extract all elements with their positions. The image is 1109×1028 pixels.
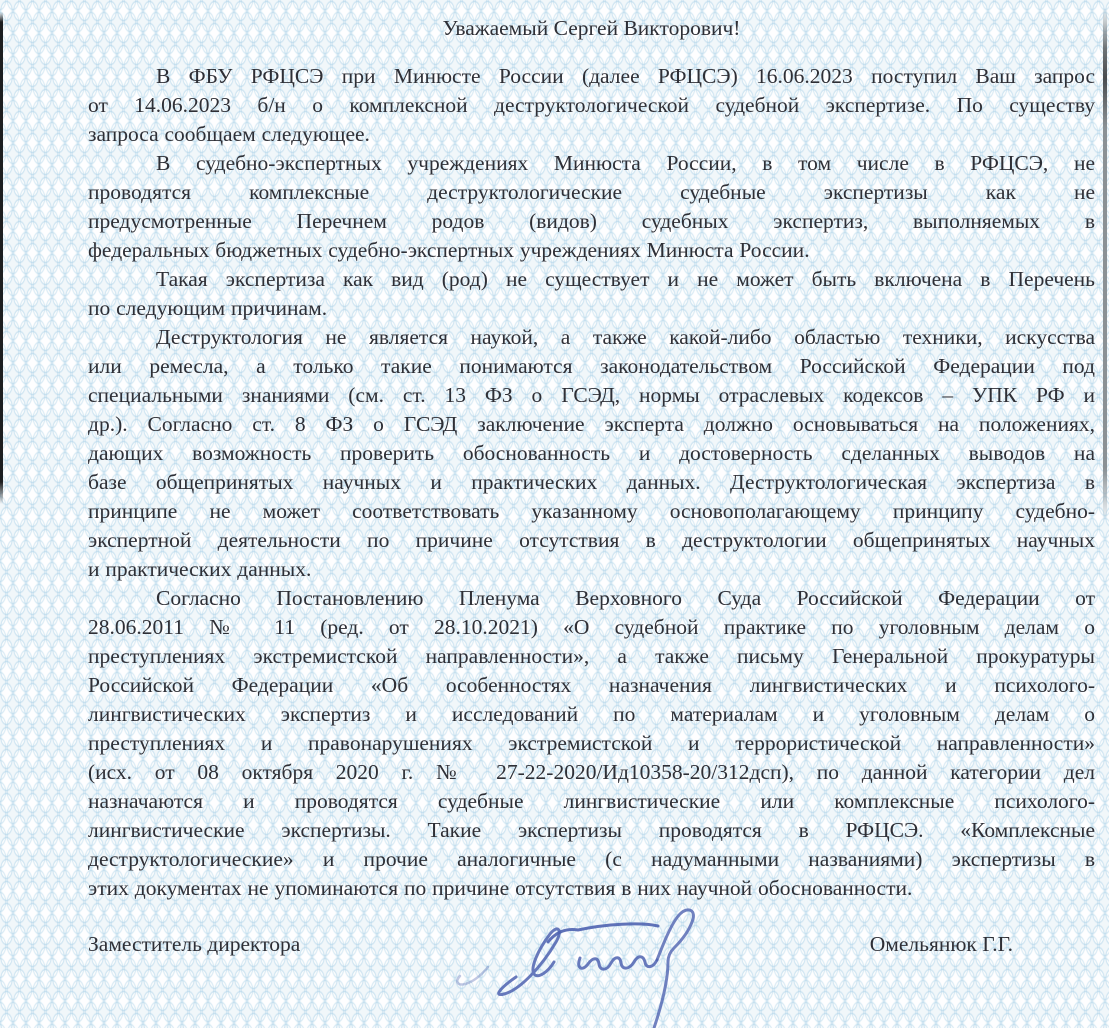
paragraph-line: принципе не может соответствовать указанному основополагающему принципу судебно- xyxy=(88,499,1095,523)
paragraph-line: федеральных бюджетных судебно-экспертных учреждениях Минюста России. xyxy=(88,238,810,262)
paragraph-line: или ремесла, а только такие понимаются законодательством Российской Федерации под xyxy=(88,354,1095,378)
paragraph xyxy=(88,265,1095,323)
paragraph-line: 28.06.2011 № 11 (ред. от 28.10.2021) «О судебной практике по уголовным делам о xyxy=(88,615,1095,639)
paragraph-line: базе общепринятых научных и практических данных. Деструктологическая экспертиза в xyxy=(88,470,1095,494)
paragraph-line: преступлениях экстремистской направленности», а также письму Генеральной прокуратуры xyxy=(88,644,1095,668)
paragraph-line: Такая экспертиза как вид (род) не существует и не может быть включена в Перечень xyxy=(156,267,1095,291)
paragraph xyxy=(88,584,1095,903)
paragraph-line: назначаются и проводятся судебные лингвистические или комплексные психолого- xyxy=(88,789,1095,813)
paragraph-line: (исх. от 08 октября 2020 г. № 27-22-2020/Ид10358-20/312дсп), по данной категории дел xyxy=(88,760,1095,784)
paragraph-line: лингвистические экспертизы. Такие экспертизы проводятся в РФЦСЭ. «Комплексные xyxy=(88,818,1095,842)
paragraph-line: экспертной деятельности по причине отсутствия в деструктологии общепринятых научных xyxy=(88,528,1095,552)
paragraph-line: от 14.06.2023 б/н о комплексной деструктологической судебной экспертизе. По существу xyxy=(88,93,1095,117)
paragraph-line: преступлениях и правонарушениях экстремистской и террористической направленности» xyxy=(88,731,1095,755)
letter-body xyxy=(88,62,1095,903)
paragraph-line: лингвистических экспертиз и исследований по материалам и уголовным делам о xyxy=(88,702,1095,726)
scan-edge-left xyxy=(0,12,3,504)
paragraph-line: Согласно Постановлению Пленума Верховного Суда Российской Федерации от xyxy=(156,586,1095,610)
signatory-name: Омельянюк Г.Г. xyxy=(869,932,1013,956)
paragraph-line: по следующим причинам. xyxy=(88,296,328,320)
paragraph-line: предусмотренные Перечнем родов (видов) судебных экспертиз, выполняемых в xyxy=(88,209,1095,233)
signature-block xyxy=(88,930,1095,959)
paragraph-line: дающих возможность проверить обоснованность и достоверность сделанных выводов на xyxy=(88,441,1095,465)
paragraph-line: В судебно-экспертных учреждениях Минюста России, в том числе в РФЦСЭ, не xyxy=(156,151,1095,175)
paragraph-line: Российской Федерации «Об особенностях назначения лингвистических и психолого- xyxy=(88,673,1095,697)
letter-content xyxy=(88,14,1095,959)
paragraph-line: и практических данных. xyxy=(88,557,312,581)
paragraph xyxy=(88,149,1095,265)
scan-edge-right xyxy=(1103,8,1107,520)
signatory-role: Заместитель директора xyxy=(88,932,301,956)
paragraph xyxy=(88,62,1095,149)
paragraph-line: этих документах не упоминаются по причине отсутствия в них научной обоснованности. xyxy=(88,876,913,900)
paragraph-line: Деструктология не является наукой, а также какой-либо областью техники, искусства xyxy=(156,325,1095,349)
paragraph-line: деструктологические» и прочие аналогичные (с надуманными названиями) экспертизы в xyxy=(88,847,1095,871)
paragraph-line: В ФБУ РФЦСЭ при Минюсте России (далее РФЦСЭ) 16.06.2023 поступил Ваш запрос xyxy=(156,64,1095,88)
paragraph-line: др.). Согласно ст. 8 ФЗ о ГСЭД заключение эксперта должно основываться на положениях, xyxy=(88,412,1095,436)
paragraph-line: запроса сообщаем следующее. xyxy=(88,122,370,146)
paragraph xyxy=(88,323,1095,584)
salutation: Уважаемый Сергей Викторович! xyxy=(442,16,741,40)
paragraph-line: специальными знаниями (см. ст. 13 ФЗ о ГСЭД, нормы отраслевых кодексов – УПК РФ и xyxy=(88,383,1095,407)
paragraph-line: проводятся комплексные деструктологические судебные экспертизы как не xyxy=(88,180,1095,204)
